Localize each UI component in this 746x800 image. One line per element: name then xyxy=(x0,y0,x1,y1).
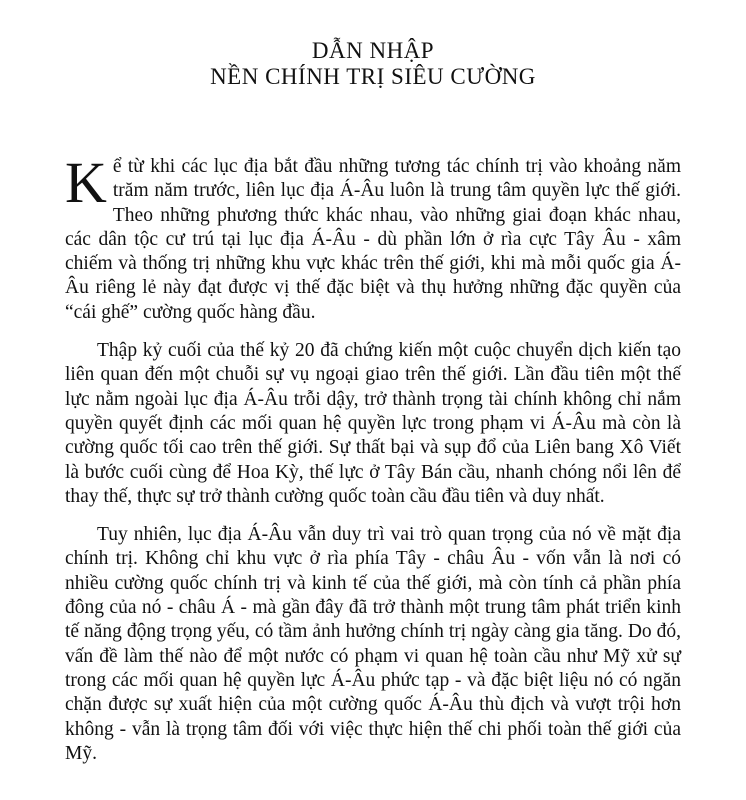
paragraph-2: Thập kỷ cuối của thế kỷ 20 đã chứng kiến một cuộc chuyển dịch kiến tạo liên quan đến một chuỗi sự vụ ngoại giao trên thế giới. Lần đầu tiên một thế lực nằm ngoài lục địa Á-Âu trỗi dậy, trở thành trọng tài chính không chỉ nắm quyền quyết định các mối quan hệ quyền lực trong phạm vi Á-Âu mà còn là cường quốc tối cao trên thế giới. Sự thất bại và sụp đổ của Liên bang Xô Viết là bước cuối cùng để Hoa Kỳ, thế lực ở Tây Bán cầu, nhanh chóng nổi lên để thay thế, thực sự trở thành cường quốc toàn cầu đầu tiên và duy nhất. xyxy=(65,340,681,507)
body-text xyxy=(65,150,681,780)
paragraph-3: Tuy nhiên, lục địa Á-Âu vẫn duy trì vai trò quan trọng của nó về mặt địa chính trị. Không chỉ khu vực ở rìa phía Tây - châu Âu - vốn vẫn là nơi có nhiều cường quốc chính trị và kinh tế của thế giới, mà còn tính cả phần phía đông của nó - châu Á - mà gần đây đã trở thành một trung tâm phát triển kinh tế năng động trọng yếu, có tầm ảnh hưởng chính trị ngày càng gia tăng. Do đó, vấn đề làm thế nào để một nước có phạm vi quan hệ toàn cầu như Mỹ xử sự trong các mối quan hệ quyền lực Á-Âu phức tạp - và đặc biệt liệu nó có ngăn chặn được sự xuất hiện của một cường quốc Á-Âu thù địch và vượt trội hơn không - vẫn là trọng tâm đối với việc thực hiện thế chi phối toàn thế giới của Mỹ. xyxy=(65,524,681,764)
chapter-title: DẪN NHẬP xyxy=(311,38,435,63)
paragraph-1 xyxy=(65,150,681,325)
paragraph-1-text: ể từ khi các lục địa bắt đầu những tương tác chính trị vào khoảng năm trăm năm trước, liên lục địa Á-Âu luôn là trung tâm quyền lực thế giới. Theo những phương thức khác nhau, vào những giai đoạn khác nhau, các dân tộc cư trú tại lục địa Á-Âu - dù phần lớn ở rìa cực Tây Âu - xâm chiếm và thống trị những khu vực khác trên thế giới, khi mà mỗi quốc gia Á-Âu riêng lẻ này đạt được vị thế đặc biệt và thụ hưởng những đặc quyền của “cái ghế” cường quốc hàng đầu. xyxy=(65,156,681,323)
drop-cap: K xyxy=(65,150,107,215)
chapter-subtitle: NỀN CHÍNH TRỊ SIÊU CƯỜNG xyxy=(210,64,536,89)
